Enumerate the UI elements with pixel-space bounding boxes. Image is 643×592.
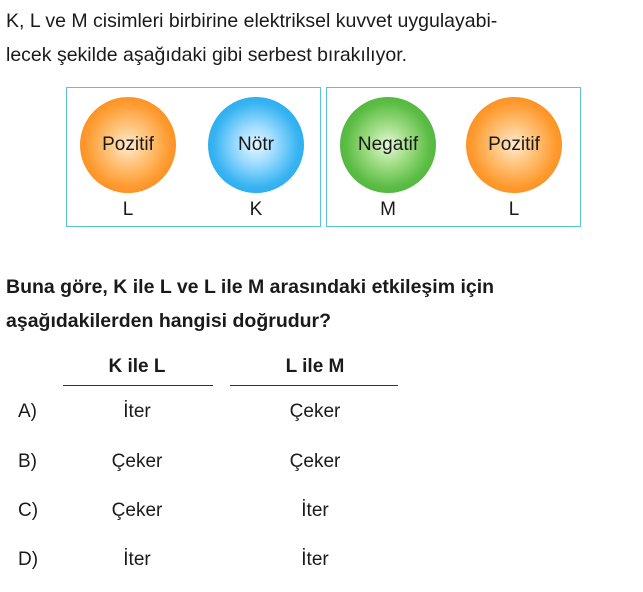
- sphere-charge-label: Pozitif: [102, 134, 154, 155]
- sphere-negatif: [340, 97, 436, 193]
- sphere-pozitif-left: [80, 97, 176, 193]
- intro-line-2: lecek şekilde aşağıdaki gibi serbest bırakılıyor.: [6, 44, 408, 66]
- sphere-charge-label: Nötr: [238, 134, 274, 155]
- ball-name-label: L: [122, 199, 134, 220]
- sphere-pozitif-right: [466, 97, 562, 193]
- ball-name-label: K: [249, 199, 263, 220]
- option-letter: B): [18, 451, 37, 472]
- option-l-ile-m: İter: [301, 549, 329, 570]
- option-k-ile-l: İter: [123, 401, 151, 422]
- option-letter: C): [18, 500, 39, 521]
- option-letter: A): [18, 401, 37, 422]
- answer-option-c[interactable]: [0, 498, 643, 524]
- question-line-2: aşağıdakilerden hangisi doğrudur?: [6, 310, 332, 332]
- intro-text: [6, 4, 640, 72]
- header-underline: [230, 385, 398, 386]
- answer-option-d[interactable]: [0, 547, 643, 573]
- option-l-ile-m: Çeker: [289, 451, 341, 472]
- sphere-charge-label: Negatif: [357, 134, 419, 155]
- option-k-ile-l: İter: [123, 549, 151, 570]
- sphere-charge-label: Pozitif: [488, 134, 540, 155]
- option-l-ile-m: Çeker: [289, 401, 341, 422]
- option-k-ile-l: Çeker: [111, 451, 163, 472]
- ball-name-label: M: [380, 199, 396, 220]
- answer-option-a[interactable]: [0, 399, 643, 425]
- option-k-ile-l: Çeker: [111, 500, 163, 521]
- header-underline: [63, 385, 213, 386]
- ball-name-label: L: [508, 199, 520, 220]
- sphere-notr: [208, 97, 304, 193]
- option-letter: D): [18, 549, 39, 570]
- option-l-ile-m: İter: [301, 500, 329, 521]
- column-header-l-ile-m: L ile M: [285, 356, 345, 377]
- intro-line-1: K, L ve M cisimleri birbirine elektriksel kuvvet uygulayabi-: [6, 10, 498, 32]
- question-line-1: Buna göre, K ile L ve L ile M arasındaki etkileşim için: [6, 276, 495, 298]
- column-header-k-ile-l: K ile L: [108, 356, 166, 377]
- answer-option-b[interactable]: [0, 449, 643, 475]
- question-text: [6, 270, 640, 338]
